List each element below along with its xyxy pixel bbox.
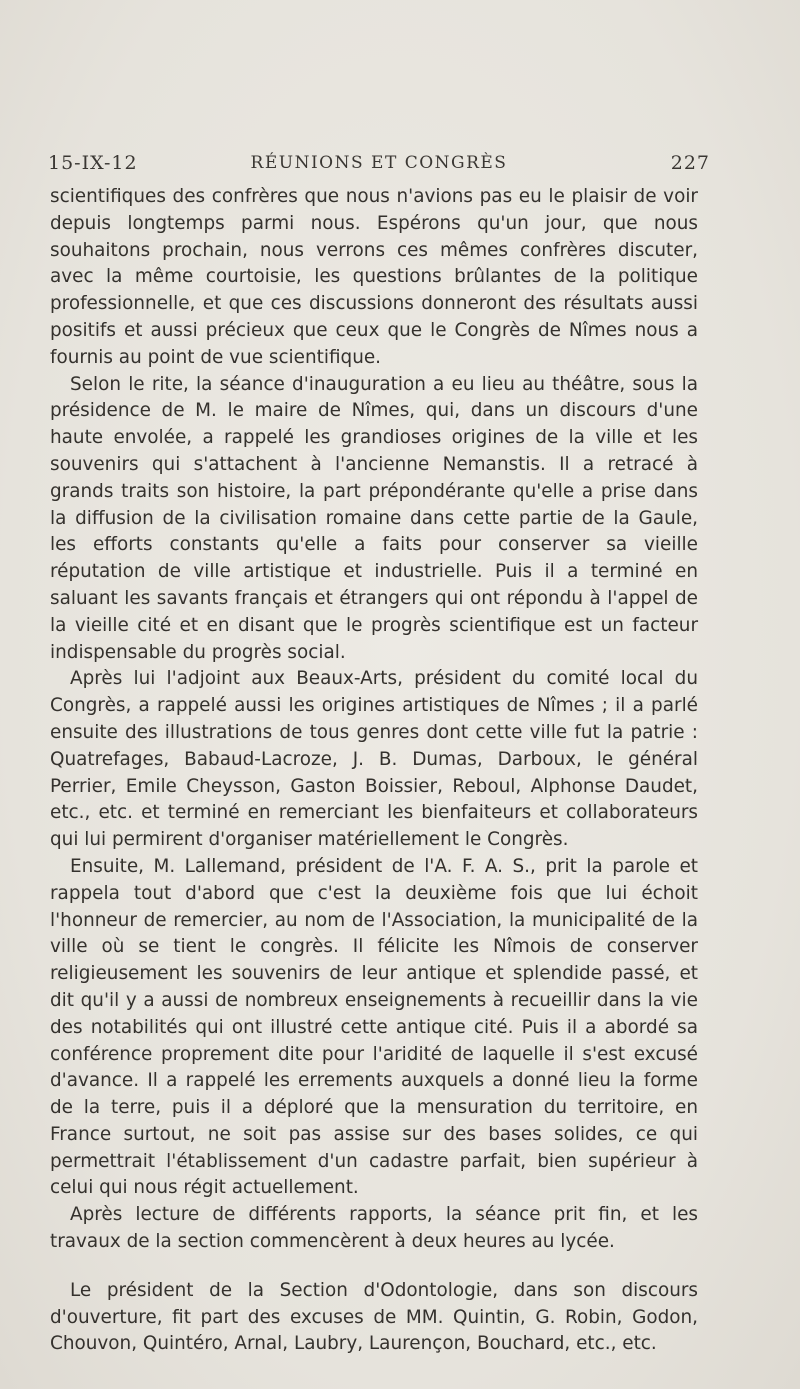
paragraph-1: scientifiques des confrères que nous n'avions pas eu le plaisir de voir depuis longtemps parmi nous. Espérons qu'un jour, que nous souhaitons prochain, nous verrons ces mêmes confrères discuter, avec la même courtoisie, les questions brûlantes de la politique professionnelle, et que ces discussions donneront des résultats aussi positifs et aussi précieux que ceux que le Congrès de Nîmes nous a fournis au point de vue scientifique. xyxy=(50,186,698,368)
body-text xyxy=(50,184,698,1358)
paragraph-5: Après lecture de différents rapports, la séance prit fin, et les travaux de la section commencèrent à deux heures au lycée. xyxy=(50,1204,698,1253)
running-head xyxy=(48,152,710,182)
section-title: RÉUNIONS ET CONGRÈS xyxy=(250,153,508,173)
page-number: 227 xyxy=(670,152,710,174)
paragraph-2: Selon le rite, la séance d'inauguration a eu lieu au théâtre, sous la présidence de M. le maire de Nîmes, qui, dans un discours d'une haute envolée, a rappelé les grandioses origines de la ville et les souvenirs qui s'attachent à l'ancienne Nemanstis. Il a retracé à grands traits son histoire, la part prépondérante qu'elle a prise dans la diffusion de la civilisation romaine dans cette partie de la Gaule, les efforts constants qu'elle a faits pour conserver sa vieille réputation de ville artistique et industrielle. Puis il a terminé en saluant les savants français et étrangers qui ont répondu à l'appel de la vieille cité et en disant que le progrès scientifique est un facteur indispensable du progrès social. xyxy=(50,373,698,663)
issue-date: 15-IX-12 xyxy=(48,152,138,174)
paragraph-4: Ensuite, M. Lallemand, président de l'A. F. A. S., prit la parole et rappela tout d'abord que c'est la deuxième fois que lui échoit l'honneur de remercier, au nom de l'Association, la municipalité de la ville où se tient le congrès. Il félicite les Nîmois de conserver religieusement les souvenirs de leur antique et splendide passé, et dit qu'il y a aussi de nombreux enseignements à recueillir dans la vie des notabilités qui ont illustré cette antique cité. Puis il a abordé sa conférence proprement dite pour l'aridité de laquelle il s'est excusé d'avance. Il a rappelé les errements auxquels a donné lieu la forme de la terre, puis il a déploré que la mensuration du territoire, en France surtout, ne soit pas assise sur des bases solides, ce qui permettrait l'établissement d'un cadastre parfait, bien supérieur à celui qui nous régit actuellement. xyxy=(50,855,698,1199)
paragraph-3: Après lui l'adjoint aux Beaux-Arts, président du comité local du Congrès, a rappelé aussi les origines artistiques de Nîmes ; il a parlé ensuite des illustrations de tous genres dont cette ville fut la patrie : Quatrefages, Babaud-Lacroze, J. B. Dumas, Darboux, le général Perrier, Emile Cheysson, Gaston Boissier, Reboul, Alphonse Daudet, etc., etc. et terminé en remerciant les bienfaiteurs et collaborateurs qui lui permirent d'organiser matériellement le Congrès. xyxy=(50,668,698,851)
paragraph-6: Le président de la Section d'Odontologie, dans son discours d'ouverture, fit part des excuses de MM. Quintin, G. Robin, Godon, Chouvon, Quintéro, Arnal, Laubry, Laurençon, Bouchard, etc., etc. xyxy=(50,1279,698,1355)
